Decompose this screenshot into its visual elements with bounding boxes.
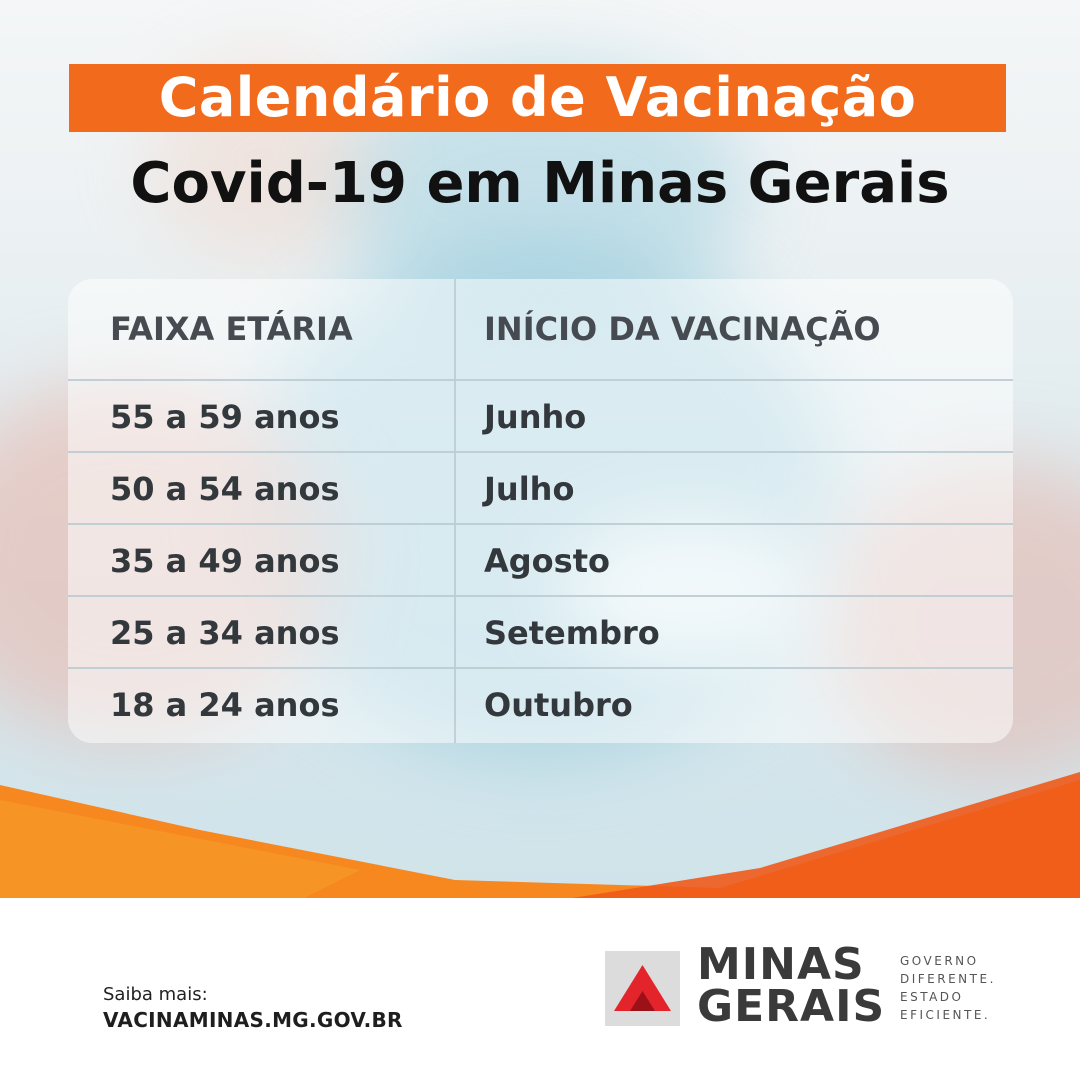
column-header-age-group: FAIXA ETÁRIA — [110, 310, 353, 348]
vaccination-schedule-table — [68, 279, 1013, 743]
start-month-cell: Setembro — [484, 614, 660, 652]
start-month-cell: Junho — [484, 398, 587, 436]
age-group-cell: 35 a 49 anos — [110, 542, 340, 580]
table-row — [68, 451, 1013, 525]
minas-gerais-triangle-logo-icon — [605, 951, 680, 1026]
start-month-cell: Agosto — [484, 542, 610, 580]
start-month-cell: Outubro — [484, 686, 633, 724]
age-group-cell: 18 a 24 anos — [110, 686, 340, 724]
column-header-start-month: INÍCIO DA VACINAÇÃO — [484, 310, 881, 348]
page-subtitle: Covid-19 em Minas Gerais — [130, 151, 950, 216]
slogan-line: DIFERENTE. — [900, 972, 996, 986]
table-row — [68, 523, 1013, 597]
logo-name-line2: GERAIS — [697, 981, 886, 1032]
age-group-cell: 25 a 34 anos — [110, 614, 340, 652]
logo-slogan — [900, 952, 996, 1024]
logo-wordmark — [697, 939, 897, 1032]
table-row — [68, 667, 1013, 741]
slogan-line: EFICIENTE. — [900, 1008, 991, 1022]
table-header-row — [68, 279, 1013, 379]
page-title: Calendário de Vacinação — [158, 66, 917, 129]
age-group-cell: 55 a 59 anos — [110, 398, 340, 436]
website-link[interactable]: VACINAMINAS.MG.GOV.BR — [103, 1008, 403, 1032]
age-group-cell: 50 a 54 anos — [110, 470, 340, 508]
slogan-line: ESTADO — [900, 990, 964, 1004]
table-row — [68, 379, 1013, 453]
start-month-cell: Julho — [484, 470, 575, 508]
more-info-label: Saiba mais: — [103, 984, 208, 1005]
table-row — [68, 595, 1013, 669]
slogan-line: GOVERNO — [900, 954, 979, 968]
logo-name-line1: MINAS — [697, 939, 865, 990]
